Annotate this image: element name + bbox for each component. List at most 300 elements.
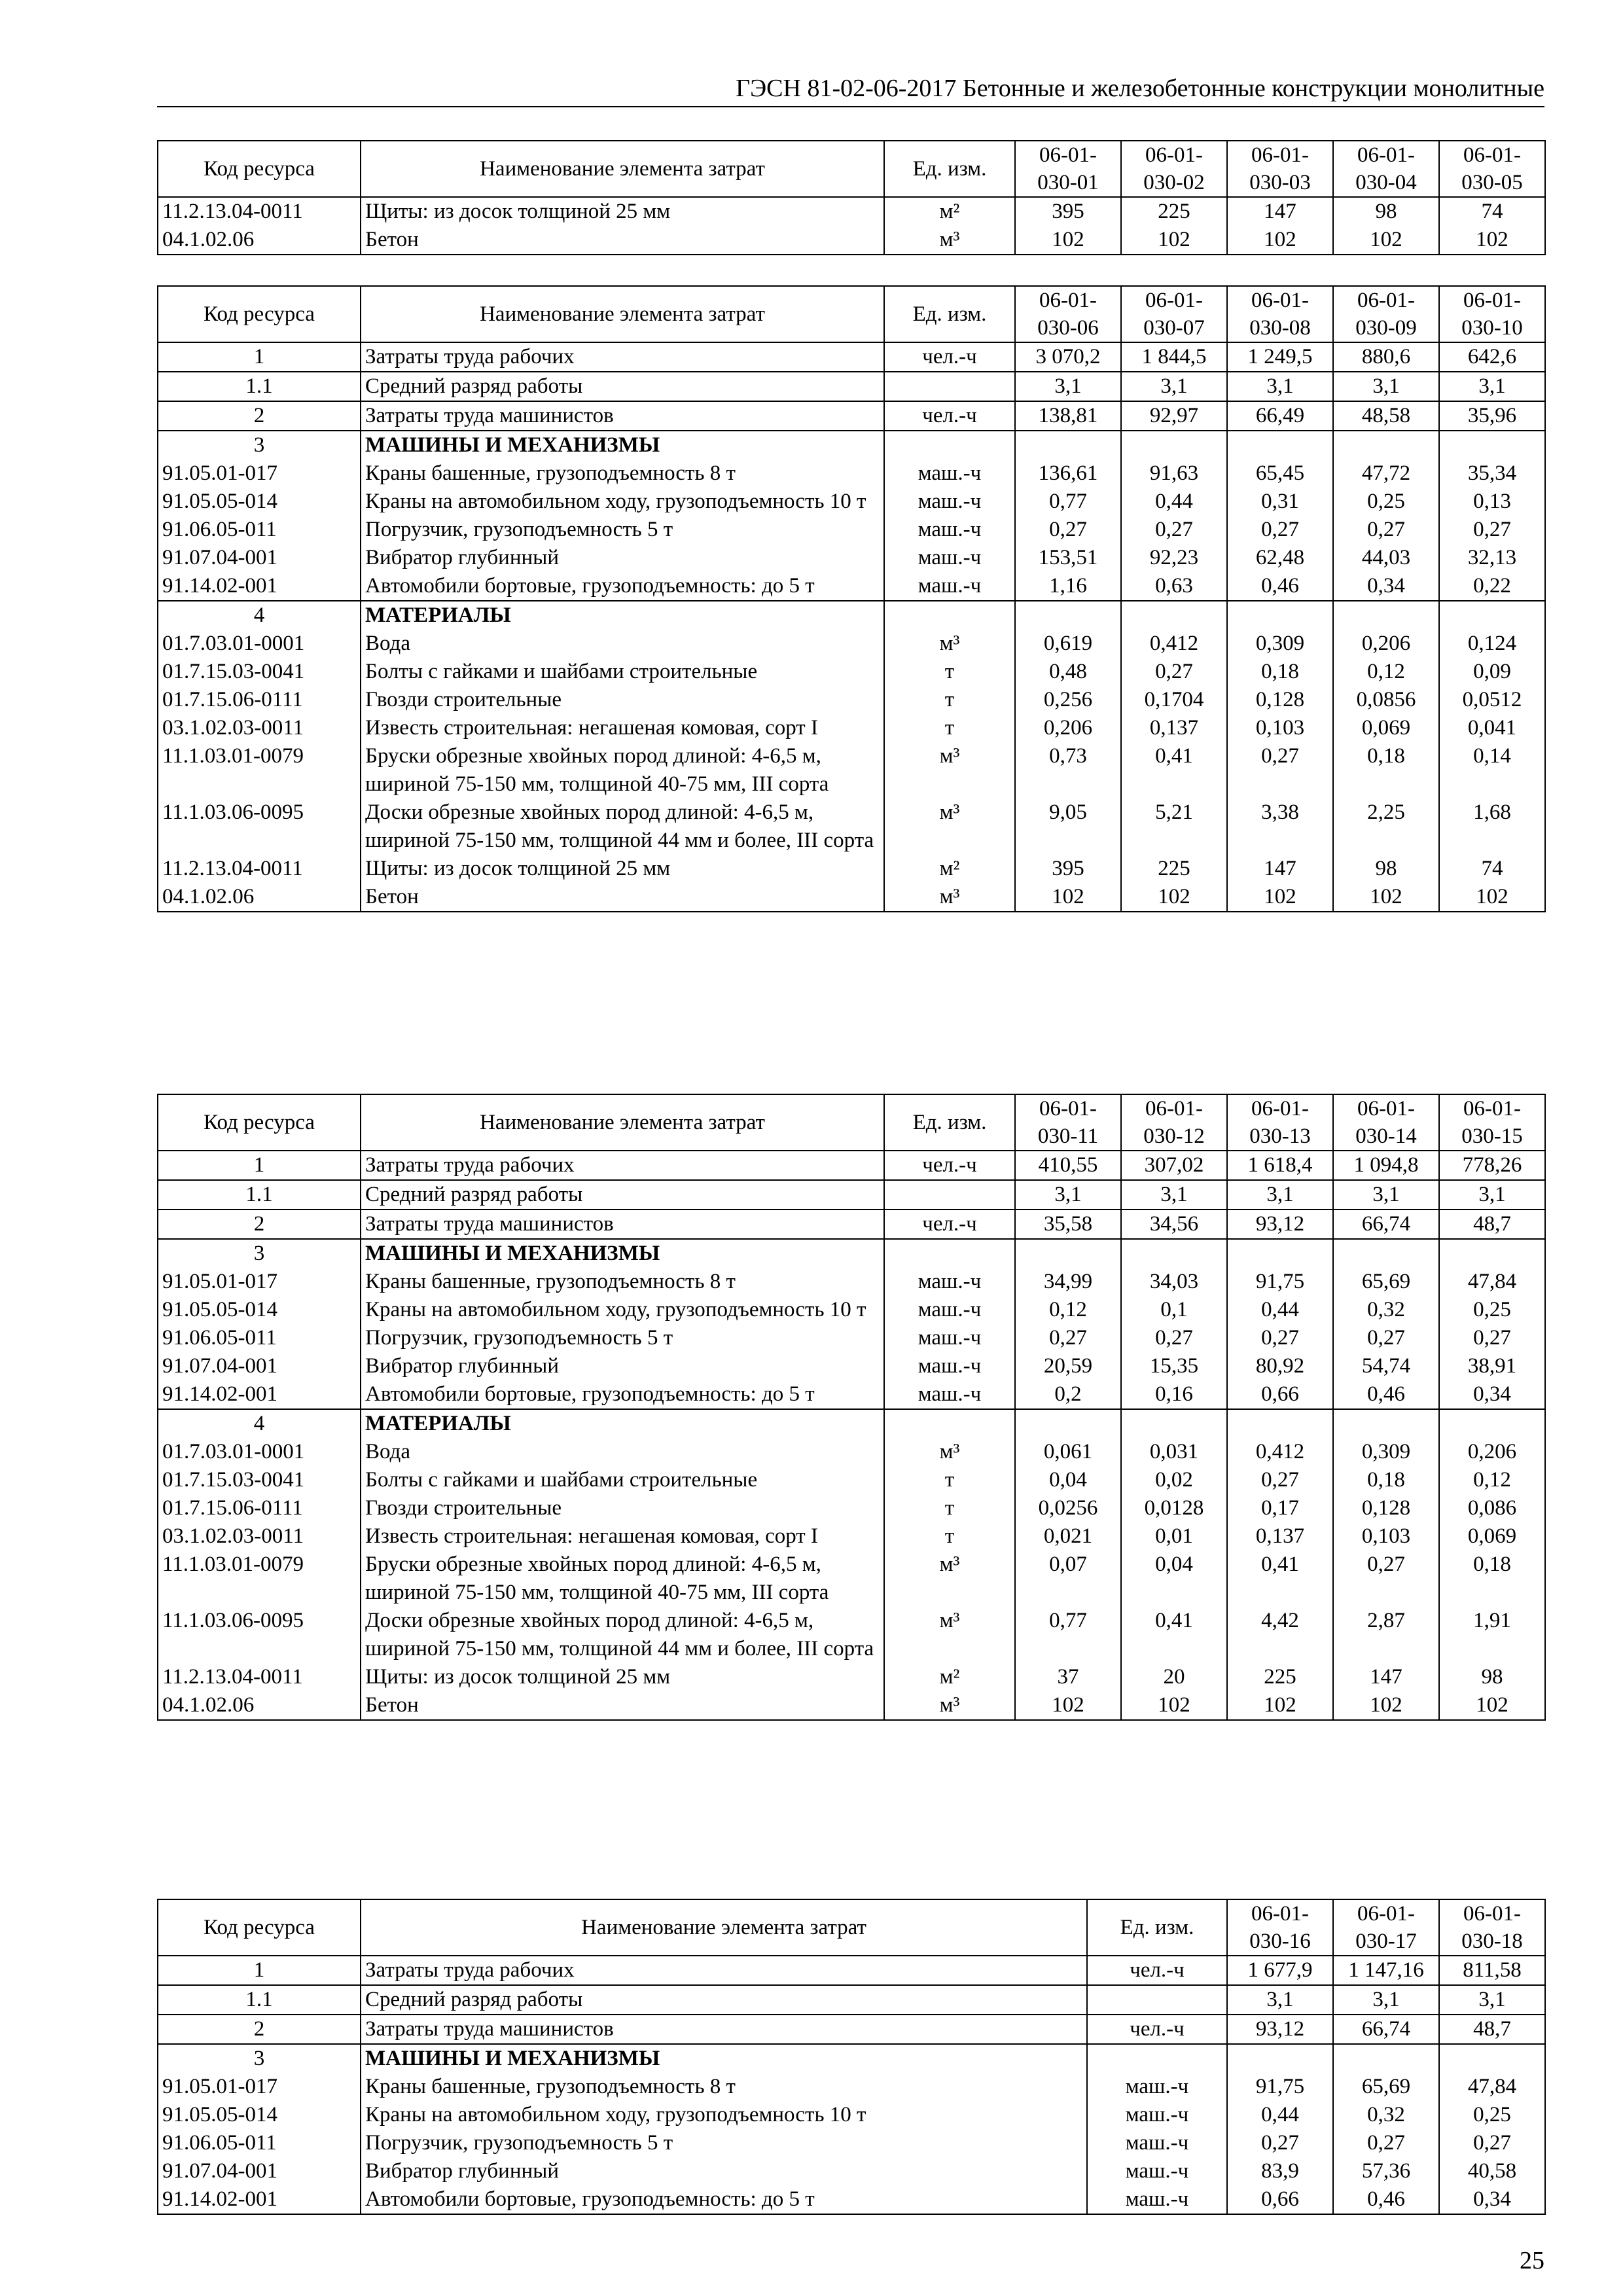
norm-value: 147 bbox=[1333, 1663, 1439, 1691]
unit-of-measure: т bbox=[884, 686, 1015, 714]
table-row bbox=[158, 2129, 1545, 2157]
unit-of-measure: маш.-ч bbox=[884, 544, 1015, 572]
norm-value bbox=[1333, 1409, 1439, 1438]
norm-value: 102 bbox=[1333, 883, 1439, 912]
resource-code: 1 bbox=[158, 342, 361, 372]
unit-of-measure: м³ bbox=[884, 630, 1015, 658]
norm-value: 65,45 bbox=[1227, 459, 1333, 488]
unit-of-measure bbox=[1087, 1985, 1227, 2015]
resource-name: Бруски обрезные хвойных пород длиной: 4-6,5 м, шириной 75-150 мм, толщиной 40-75 мм, III сорта bbox=[361, 742, 884, 798]
norm-value: 0,27 bbox=[1015, 1324, 1121, 1352]
resource-table-1 bbox=[157, 140, 1546, 255]
table-row bbox=[158, 2185, 1545, 2214]
norm-value: 3,1 bbox=[1227, 1985, 1333, 2015]
table-row bbox=[158, 742, 1545, 798]
table-row bbox=[158, 226, 1545, 255]
norm-value: 102 bbox=[1227, 226, 1333, 255]
norm-value: 0,44 bbox=[1227, 1296, 1333, 1324]
unit-of-measure: м³ bbox=[884, 883, 1015, 912]
norm-value bbox=[1015, 1239, 1121, 1268]
norm-value: 32,13 bbox=[1439, 544, 1545, 572]
resource-name: Затраты труда машинистов bbox=[361, 2015, 1087, 2044]
norm-value bbox=[1121, 1409, 1227, 1438]
norm-value: 0,412 bbox=[1227, 1438, 1333, 1466]
column-header-code: Код ресурса bbox=[158, 141, 361, 197]
norm-value: 1,68 bbox=[1439, 798, 1545, 855]
resource-name: Бруски обрезные хвойных пород длиной: 4-6,5 м, шириной 75-150 мм, толщиной 40-75 мм, III сорта bbox=[361, 1551, 884, 1607]
unit-of-measure: маш.-ч bbox=[1087, 2157, 1227, 2185]
norm-value: 91,75 bbox=[1227, 2073, 1333, 2101]
norm-value: 0,41 bbox=[1227, 1551, 1333, 1607]
norm-value: 0,04 bbox=[1015, 1466, 1121, 1494]
norm-value: 3,1 bbox=[1015, 1180, 1121, 1210]
norm-value: 0,206 bbox=[1439, 1438, 1545, 1466]
norm-value bbox=[1333, 431, 1439, 459]
norm-value: 3,1 bbox=[1015, 372, 1121, 401]
resource-name: Краны башенные, грузоподъемность 8 т bbox=[361, 2073, 1087, 2101]
resource-code: 03.1.02.03-0011 bbox=[158, 714, 361, 742]
norm-value bbox=[1121, 1239, 1227, 1268]
resource-code: 4 bbox=[158, 601, 361, 630]
norm-value: 102 bbox=[1015, 1691, 1121, 1720]
norm-value: 147 bbox=[1227, 855, 1333, 883]
resource-name: Болты с гайками и шайбами строительные bbox=[361, 658, 884, 686]
table-row bbox=[158, 2101, 1545, 2129]
norm-value: 83,9 bbox=[1227, 2157, 1333, 2185]
unit-of-measure: чел.-ч bbox=[884, 1151, 1015, 1180]
norm-value: 98 bbox=[1439, 1663, 1545, 1691]
resource-name: Погрузчик, грузоподъемность 5 т bbox=[361, 516, 884, 544]
resource-name: Автомобили бортовые, грузоподъемность: до 5 т bbox=[361, 2185, 1087, 2214]
norm-value: 35,34 bbox=[1439, 459, 1545, 488]
norm-value: 3,1 bbox=[1439, 1985, 1545, 2015]
column-header-rate: 06-01- 030-08 bbox=[1227, 286, 1333, 342]
norm-value: 225 bbox=[1121, 197, 1227, 226]
resource-name: Автомобили бортовые, грузоподъемность: до 5 т bbox=[361, 572, 884, 601]
norm-value: 102 bbox=[1333, 226, 1439, 255]
unit-of-measure: маш.-ч bbox=[1087, 2129, 1227, 2157]
norm-value: 0,44 bbox=[1121, 488, 1227, 516]
resource-name: МАШИНЫ И МЕХАНИЗМЫ bbox=[361, 2044, 1087, 2073]
resource-name: Краны на автомобильном ходу, грузоподъемность 10 т bbox=[361, 488, 884, 516]
table-row bbox=[158, 1180, 1545, 1210]
norm-value: 0,27 bbox=[1333, 1324, 1439, 1352]
table-row bbox=[158, 798, 1545, 855]
unit-of-measure: маш.-ч bbox=[884, 516, 1015, 544]
resource-code: 01.7.03.01-0001 bbox=[158, 1438, 361, 1466]
norm-value: 0,021 bbox=[1015, 1522, 1121, 1551]
norm-value: 0,412 bbox=[1121, 630, 1227, 658]
norm-value: 0,069 bbox=[1439, 1522, 1545, 1551]
norm-value bbox=[1333, 601, 1439, 630]
resource-code: 91.07.04-001 bbox=[158, 1352, 361, 1380]
column-header-unit: Ед. изм. bbox=[884, 286, 1015, 342]
norm-value: 1 147,16 bbox=[1333, 1956, 1439, 1985]
norm-value: 0,46 bbox=[1333, 2185, 1439, 2214]
resource-code: 04.1.02.06 bbox=[158, 883, 361, 912]
table-row bbox=[158, 572, 1545, 601]
resource-code: 3 bbox=[158, 2044, 361, 2073]
norm-value: 102 bbox=[1015, 883, 1121, 912]
unit-of-measure: м³ bbox=[884, 226, 1015, 255]
unit-of-measure: маш.-ч bbox=[1087, 2185, 1227, 2214]
norm-value: 5,21 bbox=[1121, 798, 1227, 855]
norm-value: 48,58 bbox=[1333, 401, 1439, 431]
resource-name: Средний разряд работы bbox=[361, 1180, 884, 1210]
norm-value: 0,16 bbox=[1121, 1380, 1227, 1409]
norm-value: 0,22 bbox=[1439, 572, 1545, 601]
unit-of-measure: маш.-ч bbox=[884, 572, 1015, 601]
norm-value: 0,25 bbox=[1439, 2101, 1545, 2129]
norm-value: 0,137 bbox=[1121, 714, 1227, 742]
section-row bbox=[158, 601, 1545, 630]
resource-code: 11.2.13.04-0011 bbox=[158, 855, 361, 883]
unit-of-measure bbox=[884, 1180, 1015, 1210]
header-row bbox=[158, 1094, 1545, 1151]
resource-name: Затраты труда рабочих bbox=[361, 1151, 884, 1180]
column-header-rate: 06-01- 030-17 bbox=[1333, 1899, 1439, 1956]
column-header-name: Наименование элемента затрат bbox=[361, 1899, 1087, 1956]
resource-code: 1.1 bbox=[158, 1180, 361, 1210]
norm-value bbox=[1227, 1409, 1333, 1438]
resource-code: 91.07.04-001 bbox=[158, 544, 361, 572]
table-row bbox=[158, 2015, 1545, 2044]
resource-name: Краны башенные, грузоподъемность 8 т bbox=[361, 1268, 884, 1296]
resource-code: 91.05.01-017 bbox=[158, 2073, 361, 2101]
table-row bbox=[158, 197, 1545, 226]
table-row bbox=[158, 544, 1545, 572]
table-row bbox=[158, 658, 1545, 686]
norm-value: 0,27 bbox=[1333, 516, 1439, 544]
unit-of-measure: маш.-ч bbox=[1087, 2073, 1227, 2101]
table-row bbox=[158, 1210, 1545, 1239]
norm-value: 102 bbox=[1227, 883, 1333, 912]
norm-value: 0,02 bbox=[1121, 1466, 1227, 1494]
resource-name: Средний разряд работы bbox=[361, 1985, 1087, 2015]
norm-value: 225 bbox=[1121, 855, 1227, 883]
norm-value: 0,12 bbox=[1439, 1466, 1545, 1494]
resource-code: 1.1 bbox=[158, 372, 361, 401]
norm-value: 0,206 bbox=[1333, 630, 1439, 658]
column-header-rate: 06-01- 030-07 bbox=[1121, 286, 1227, 342]
column-header-name: Наименование элемента затрат bbox=[361, 141, 884, 197]
norm-value: 0,041 bbox=[1439, 714, 1545, 742]
norm-value: 0,63 bbox=[1121, 572, 1227, 601]
norm-value: 2,87 bbox=[1333, 1607, 1439, 1663]
norm-value: 0,124 bbox=[1439, 630, 1545, 658]
norm-value: 34,56 bbox=[1121, 1210, 1227, 1239]
unit-of-measure: м³ bbox=[884, 1438, 1015, 1466]
resource-name: Вибратор глубинный bbox=[361, 544, 884, 572]
table-row bbox=[158, 1607, 1545, 1663]
table-row bbox=[158, 342, 1545, 372]
resource-name: Краны башенные, грузоподъемность 8 т bbox=[361, 459, 884, 488]
unit-of-measure: м² bbox=[884, 1663, 1015, 1691]
resource-name: Автомобили бортовые, грузоподъемность: до 5 т bbox=[361, 1380, 884, 1409]
resource-name: Бетон bbox=[361, 883, 884, 912]
resource-code: 2 bbox=[158, 401, 361, 431]
resource-name: Затраты труда машинистов bbox=[361, 401, 884, 431]
norm-value: 880,6 bbox=[1333, 342, 1439, 372]
norm-value: 0,73 bbox=[1015, 742, 1121, 798]
norm-value: 47,84 bbox=[1439, 2073, 1545, 2101]
column-header-name: Наименование элемента затрат bbox=[361, 286, 884, 342]
resource-name: Краны на автомобильном ходу, грузоподъемность 10 т bbox=[361, 2101, 1087, 2129]
column-header-rate: 06-01- 030-02 bbox=[1121, 141, 1227, 197]
resource-code: 01.7.03.01-0001 bbox=[158, 630, 361, 658]
norm-value: 0,77 bbox=[1015, 488, 1121, 516]
table-row bbox=[158, 401, 1545, 431]
norm-value: 38,91 bbox=[1439, 1352, 1545, 1380]
norm-value: 0,27 bbox=[1227, 1324, 1333, 1352]
resource-name: МАШИНЫ И МЕХАНИЗМЫ bbox=[361, 431, 884, 459]
norm-value: 0,27 bbox=[1227, 742, 1333, 798]
resource-table-3 bbox=[157, 1094, 1546, 1721]
column-header-name: Наименование элемента затрат bbox=[361, 1094, 884, 1151]
norm-value: 91,63 bbox=[1121, 459, 1227, 488]
unit-of-measure bbox=[884, 372, 1015, 401]
resource-name: Погрузчик, грузоподъемность 5 т bbox=[361, 1324, 884, 1352]
norm-value: 307,02 bbox=[1121, 1151, 1227, 1180]
resource-code: 91.14.02-001 bbox=[158, 2185, 361, 2214]
norm-value: 153,51 bbox=[1015, 544, 1121, 572]
unit-of-measure: м³ bbox=[884, 798, 1015, 855]
resource-code: 01.7.15.03-0041 bbox=[158, 1466, 361, 1494]
column-header-rate: 06-01- 030-01 bbox=[1015, 141, 1121, 197]
unit-of-measure bbox=[1087, 2044, 1227, 2073]
norm-value bbox=[1121, 601, 1227, 630]
resource-table-4 bbox=[157, 1899, 1546, 2215]
norm-value: 0,2 bbox=[1015, 1380, 1121, 1409]
column-header-rate: 06-01- 030-06 bbox=[1015, 286, 1121, 342]
norm-value: 48,7 bbox=[1439, 1210, 1545, 1239]
norm-value: 0,13 bbox=[1439, 488, 1545, 516]
table-row bbox=[158, 488, 1545, 516]
resource-code: 11.1.03.06-0095 bbox=[158, 798, 361, 855]
unit-of-measure: чел.-ч bbox=[884, 342, 1015, 372]
resource-code: 01.7.15.03-0041 bbox=[158, 658, 361, 686]
norm-value: 44,03 bbox=[1333, 544, 1439, 572]
norm-value: 65,69 bbox=[1333, 2073, 1439, 2101]
column-header-code: Код ресурса bbox=[158, 1899, 361, 1956]
resource-name: Затраты труда машинистов bbox=[361, 1210, 884, 1239]
column-header-rate: 06-01- 030-18 bbox=[1439, 1899, 1545, 1956]
norm-value bbox=[1227, 431, 1333, 459]
section-row bbox=[158, 1409, 1545, 1438]
column-header-rate: 06-01- 030-11 bbox=[1015, 1094, 1121, 1151]
norm-value: 0,069 bbox=[1333, 714, 1439, 742]
unit-of-measure: м³ bbox=[884, 1691, 1015, 1720]
norm-value: 3,1 bbox=[1439, 1180, 1545, 1210]
resource-name: МАТЕРИАЛЫ bbox=[361, 1409, 884, 1438]
norm-value bbox=[1439, 601, 1545, 630]
column-header-rate: 06-01- 030-09 bbox=[1333, 286, 1439, 342]
unit-of-measure: м³ bbox=[884, 1551, 1015, 1607]
norm-value: 34,03 bbox=[1121, 1268, 1227, 1296]
norm-value bbox=[1121, 431, 1227, 459]
resource-code: 91.06.05-011 bbox=[158, 516, 361, 544]
norm-value: 1 844,5 bbox=[1121, 342, 1227, 372]
norm-value: 102 bbox=[1439, 226, 1545, 255]
norm-value: 20,59 bbox=[1015, 1352, 1121, 1380]
norm-value: 1,16 bbox=[1015, 572, 1121, 601]
norm-value: 0,32 bbox=[1333, 1296, 1439, 1324]
resource-name: Вода bbox=[361, 1438, 884, 1466]
unit-of-measure: чел.-ч bbox=[1087, 2015, 1227, 2044]
norm-value: 0,0856 bbox=[1333, 686, 1439, 714]
unit-of-measure: маш.-ч bbox=[884, 459, 1015, 488]
norm-value: 0,128 bbox=[1227, 686, 1333, 714]
unit-of-measure: маш.-ч bbox=[884, 1296, 1015, 1324]
norm-value: 15,35 bbox=[1121, 1352, 1227, 1380]
norm-value: 0,27 bbox=[1227, 516, 1333, 544]
norm-value: 0,086 bbox=[1439, 1494, 1545, 1522]
norm-value bbox=[1333, 2044, 1439, 2073]
norm-value: 0,44 bbox=[1227, 2101, 1333, 2129]
resource-code: 91.06.05-011 bbox=[158, 2129, 361, 2157]
header-row bbox=[158, 1899, 1545, 1956]
column-header-rate: 06-01- 030-15 bbox=[1439, 1094, 1545, 1151]
unit-of-measure: маш.-ч bbox=[884, 488, 1015, 516]
norm-value: 0,1 bbox=[1121, 1296, 1227, 1324]
resource-code: 04.1.02.06 bbox=[158, 226, 361, 255]
norm-value: 0,32 bbox=[1333, 2101, 1439, 2129]
norm-value: 0,46 bbox=[1333, 1380, 1439, 1409]
table-row bbox=[158, 1296, 1545, 1324]
norm-value: 1 249,5 bbox=[1227, 342, 1333, 372]
norm-value: 37 bbox=[1015, 1663, 1121, 1691]
resource-code: 03.1.02.03-0011 bbox=[158, 1522, 361, 1551]
unit-of-measure bbox=[884, 601, 1015, 630]
norm-value: 3,1 bbox=[1121, 1180, 1227, 1210]
norm-value: 0,25 bbox=[1439, 1296, 1545, 1324]
resource-code: 2 bbox=[158, 1210, 361, 1239]
resource-name: Вода bbox=[361, 630, 884, 658]
table-row bbox=[158, 714, 1545, 742]
resource-code: 91.07.04-001 bbox=[158, 2157, 361, 2185]
column-header-unit: Ед. изм. bbox=[1087, 1899, 1227, 1956]
resource-name: Гвозди строительные bbox=[361, 1494, 884, 1522]
norm-value: 0,01 bbox=[1121, 1522, 1227, 1551]
norm-value: 0,619 bbox=[1015, 630, 1121, 658]
norm-value bbox=[1439, 431, 1545, 459]
norm-value: 3,1 bbox=[1121, 372, 1227, 401]
column-header-rate: 06-01- 030-10 bbox=[1439, 286, 1545, 342]
norm-value: 102 bbox=[1121, 226, 1227, 255]
resource-name: Доски обрезные хвойных пород длиной: 4-6,5 м, шириной 75-150 мм, толщиной 44 мм и более, III сорта bbox=[361, 798, 884, 855]
table-row bbox=[158, 1466, 1545, 1494]
resource-code: 11.1.03.01-0079 bbox=[158, 742, 361, 798]
resource-code: 91.05.05-014 bbox=[158, 1296, 361, 1324]
unit-of-measure: маш.-ч bbox=[884, 1380, 1015, 1409]
resource-name: Вибратор глубинный bbox=[361, 2157, 1087, 2185]
section-row bbox=[158, 2044, 1545, 2073]
resource-code: 1 bbox=[158, 1956, 361, 1985]
norm-value: 0,14 bbox=[1439, 742, 1545, 798]
resource-name: Щиты: из досок толщиной 25 мм bbox=[361, 855, 884, 883]
unit-of-measure: м³ bbox=[884, 1607, 1015, 1663]
norm-value bbox=[1439, 2044, 1545, 2073]
norm-value: 0,12 bbox=[1333, 658, 1439, 686]
unit-of-measure: чел.-ч bbox=[884, 1210, 1015, 1239]
resource-code: 04.1.02.06 bbox=[158, 1691, 361, 1720]
norm-value: 0,128 bbox=[1333, 1494, 1439, 1522]
table-row bbox=[158, 1985, 1545, 2015]
unit-of-measure: м² bbox=[884, 197, 1015, 226]
column-header-rate: 06-01- 030-05 bbox=[1439, 141, 1545, 197]
norm-value: 0,41 bbox=[1121, 742, 1227, 798]
norm-value: 0,09 bbox=[1439, 658, 1545, 686]
resource-code: 01.7.15.06-0111 bbox=[158, 686, 361, 714]
table-row bbox=[158, 2073, 1545, 2101]
resource-code: 3 bbox=[158, 1239, 361, 1268]
unit-of-measure: т bbox=[884, 1494, 1015, 1522]
norm-value: 3 070,2 bbox=[1015, 342, 1121, 372]
norm-value bbox=[1227, 1239, 1333, 1268]
resource-code: 91.05.05-014 bbox=[158, 2101, 361, 2129]
unit-of-measure: м² bbox=[884, 855, 1015, 883]
column-header-unit: Ед. изм. bbox=[884, 141, 1015, 197]
norm-value: 92,97 bbox=[1121, 401, 1227, 431]
norm-value: 47,72 bbox=[1333, 459, 1439, 488]
resource-code: 1 bbox=[158, 1151, 361, 1180]
unit-of-measure: т bbox=[884, 658, 1015, 686]
norm-value: 0,04 bbox=[1121, 1551, 1227, 1607]
norm-value: 0,41 bbox=[1121, 1607, 1227, 1663]
norm-value: 0,27 bbox=[1439, 516, 1545, 544]
unit-of-measure: маш.-ч bbox=[884, 1268, 1015, 1296]
norm-value: 0,18 bbox=[1333, 742, 1439, 798]
table-row bbox=[158, 855, 1545, 883]
norm-value: 93,12 bbox=[1227, 1210, 1333, 1239]
norm-value: 3,1 bbox=[1333, 372, 1439, 401]
unit-of-measure: м³ bbox=[884, 742, 1015, 798]
norm-value: 3,1 bbox=[1227, 1180, 1333, 1210]
norm-value: 642,6 bbox=[1439, 342, 1545, 372]
norm-value: 102 bbox=[1439, 1691, 1545, 1720]
table-row bbox=[158, 1151, 1545, 1180]
unit-of-measure: чел.-ч bbox=[1087, 1956, 1227, 1985]
norm-value: 778,26 bbox=[1439, 1151, 1545, 1180]
norm-value: 0,27 bbox=[1015, 516, 1121, 544]
norm-value: 102 bbox=[1439, 883, 1545, 912]
norm-value bbox=[1227, 601, 1333, 630]
norm-value bbox=[1015, 1409, 1121, 1438]
norm-value: 0,309 bbox=[1333, 1438, 1439, 1466]
resource-name: Доски обрезные хвойных пород длиной: 4-6,5 м, шириной 75-150 мм, толщиной 44 мм и более, III сорта bbox=[361, 1607, 884, 1663]
norm-value bbox=[1439, 1239, 1545, 1268]
table-row bbox=[158, 1691, 1545, 1720]
unit-of-measure bbox=[884, 1239, 1015, 1268]
unit-of-measure: маш.-ч bbox=[884, 1352, 1015, 1380]
norm-value: 0,27 bbox=[1121, 658, 1227, 686]
norm-value: 3,1 bbox=[1439, 372, 1545, 401]
resource-code: 4 bbox=[158, 1409, 361, 1438]
unit-of-measure bbox=[884, 1409, 1015, 1438]
norm-value: 0,34 bbox=[1439, 2185, 1545, 2214]
norm-value: 0,27 bbox=[1333, 1551, 1439, 1607]
norm-value: 92,23 bbox=[1121, 544, 1227, 572]
table-row bbox=[158, 516, 1545, 544]
column-header-rate: 06-01- 030-12 bbox=[1121, 1094, 1227, 1151]
norm-value: 65,69 bbox=[1333, 1268, 1439, 1296]
norm-value: 0,66 bbox=[1227, 2185, 1333, 2214]
norm-value: 410,55 bbox=[1015, 1151, 1121, 1180]
resource-code: 11.2.13.04-0011 bbox=[158, 1663, 361, 1691]
resource-name: Известь строительная: негашеная комовая, сорт I bbox=[361, 714, 884, 742]
norm-value: 93,12 bbox=[1227, 2015, 1333, 2044]
resource-name: Средний разряд работы bbox=[361, 372, 884, 401]
